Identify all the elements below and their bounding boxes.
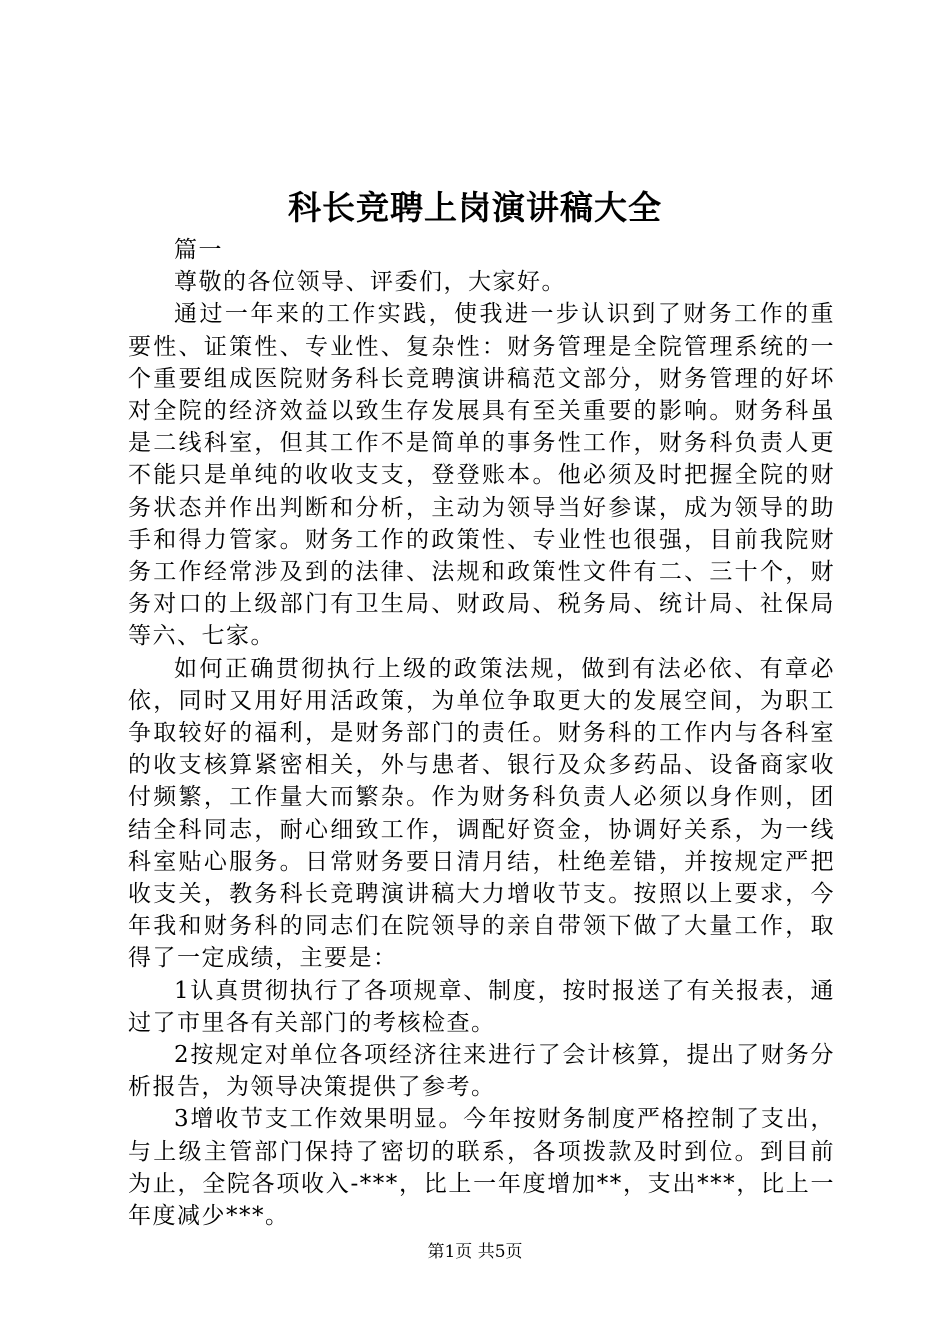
list-item: 2按规定对单位各项经济往来进行了会计核算，提出了财务分析报告，为领导决策提供了参考。 — [128, 1042, 835, 1101]
body-paragraph: 通过一年来的工作实践，使我进一步认识到了财务工作的重要性、证策性、专业性、复杂性：财务管理是全院管理系统的一个重要组成医院财务科长竞聘演讲稿范文部分，财务管理的好坏对全院的经济效益以致生存发展具有至关重要的影响。财务科虽是二线科室，但其工作不是简单的事务性工作，财务科负责人更不能只是单纯的收收支支，登登账本。他必须及时把握全院的财务状态并作出判断和分析，主动为领导当好参谋，成为领导的助手和得力管家。财务工作的政策性、专业性也很强，目前我院财务工作经常涉及到的法律、法规和政策性文件有二、三十个，财务对口的上级部门有卫生局、财政局、税务局、统计局、社保局等六、七家。 — [128, 301, 835, 650]
page-number-footer: 第1页 共5页 — [427, 1242, 523, 1262]
section-heading: 篇一 — [174, 237, 223, 263]
document-title: 科长竞聘上岗演讲稿大全 — [288, 188, 662, 227]
list-item: 1认真贯彻执行了各项规章、制度，按时报送了有关报表，通过了市里各有关部门的考核检查。 — [128, 977, 835, 1036]
document-body — [128, 234, 835, 1232]
body-paragraph: 如何正确贯彻执行上级的政策法规，做到有法必依、有章必依，同时又用好用活政策，为单位争取更大的发展空间，为职工争取较好的福利，是财务部门的责任。财务科的工作内与各科室的收支核算紧密相关，外与患者、银行及众多药品、设备商家收付频繁，工作量大而繁杂。作为财务科负责人必须以身作则，团结全科同志，耐心细致工作，调配好资金，协调好关系，为一线科室贴心服务。日常财务要日清月结，杜绝差错，并按规定严把收支关，教务科长竞聘演讲稿大力增收节支。按照以上要求，今年我和财务科的同志们在院领导的亲自带领下做了大量工作，取得了一定成绩，主要是： — [128, 655, 835, 972]
greeting-paragraph: 尊敬的各位领导、评委们，大家好。 — [174, 269, 566, 296]
list-item: 3增收节支工作效果明显。今年按财务制度严格控制了支出，与上级主管部门保持了密切的联系，各项拨款及时到位。到目前为止，全院各项收入-***，比上一年度增加**，支出***，比上一年度减少***。 — [128, 1106, 835, 1230]
